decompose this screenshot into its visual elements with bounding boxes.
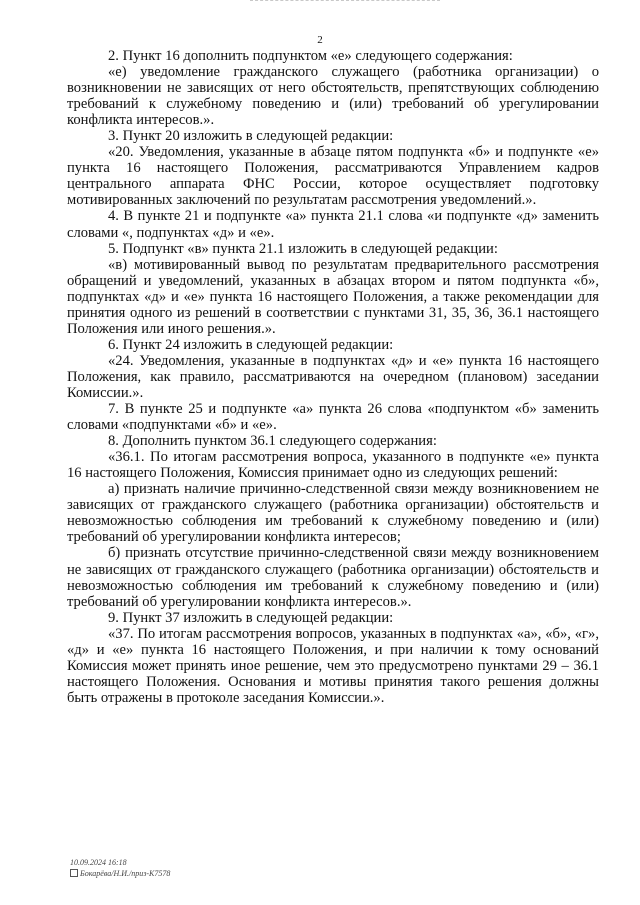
paragraph: 8. Дополнить пунктом 36.1 следующего содержания:: [108, 433, 437, 450]
paragraph: «37. По итогам рассмотрения вопросов, указанных в подпунктах «а», «б», «г», «д» и «е» пункта 16 настоящего Положения, и при наличии к тому оснований Комиссия может принять иное решение, чем это предусмотрено пунктами 29 – 36.1 настоящего Положения. Основания и мотивы принятия такого решения должны быть отражены в протоколе заседания Комиссии.».: [67, 625, 599, 706]
footer-stamp: [70, 857, 170, 879]
paragraph: б) признать отсутствие причинно-следственной связи между возникновением не зависящих от гражданского служащего (работника организации) обстоятельств и невозможностью соблюдения им требований к служебному поведению и (или) требований об урегулировании конфликта интересов.».: [67, 545, 599, 610]
paragraph: 4. В пункте 21 и подпункте «а» пункта 21.1 слова «и подпункте «д» заменить словами «, подпунктах «д» и «е».: [67, 208, 599, 241]
paragraph: а) признать наличие причинно-следственной связи между возникновением не зависящих от гражданского служащего (работника организации) обстоятельств и невозможностью соблюдения им требований к служебному поведению и (или) требований об урегулировании конфликта интересов;: [67, 481, 599, 546]
footer-code: Бокарёва/Н.И./приз-К7578: [80, 869, 171, 878]
paragraph: 7. В пункте 25 и подпункте «а» пункта 26 слова «подпунктом «б» заменить словами «подпунктами «б» и «е».: [67, 401, 599, 434]
paragraph: «20. Уведомления, указанные в абзаце пятом подпункта «б» и подпункте «е» пункта 16 настоящего Положения, рассматриваются Управлением кадров центрального аппарата ФНС России, которое осуществляет подготовку мотивированных заключений по результатам рассмотрения уведомлений.».: [67, 144, 599, 209]
footer-code-line: [70, 868, 170, 879]
paragraph: 2. Пункт 16 дополнить подпунктом «е» следующего содержания:: [108, 48, 513, 64]
document-stamp-icon: [70, 869, 78, 877]
paragraph: «в) мотивированный вывод по результатам предварительного рассмотрения обращений и уведомлений, указанных в абзацах втором и пятом подпункта «б», подпунктах «д» и «е» пункта 16 настоящего Положения, а также рекомендации для принятия одного из решений в соответствии с пунктами 31, 35, 36, 36.1 настоящего Положения или иного решения.».: [67, 256, 599, 337]
page-number: 2: [317, 34, 323, 46]
document-body: [67, 48, 599, 706]
paragraph: «е) уведомление гражданского служащего (работника организации) о возникновении не зависящих от него обстоятельств, препятствующих соблюдению требований к служебному поведению и (или) требований об урегулировании конфликта интересов.».: [67, 64, 599, 129]
paragraph: 3. Пункт 20 изложить в следующей редакции:: [108, 128, 394, 145]
paragraph: 9. Пункт 37 изложить в следующей редакции:: [108, 609, 394, 626]
paragraph: «36.1. По итогам рассмотрения вопроса, указанного в подпункте «е» пункта 16 настоящего Положения, Комиссия принимает одно из следующих решений:: [67, 449, 599, 482]
paragraph: 6. Пункт 24 изложить в следующей редакции:: [108, 336, 394, 353]
paragraph: «24. Уведомления, указанные в подпунктах «д» и «е» пункта 16 настоящего Положения, как правило, рассматриваются на очередном (плановом) заседании Комиссии.».: [67, 352, 599, 401]
footer-date: 10.09.2024 16:18: [70, 858, 127, 867]
scan-artifact: [250, 0, 440, 4]
paragraph: 5. Подпункт «в» пункта 21.1 изложить в следующей редакции:: [108, 240, 498, 257]
